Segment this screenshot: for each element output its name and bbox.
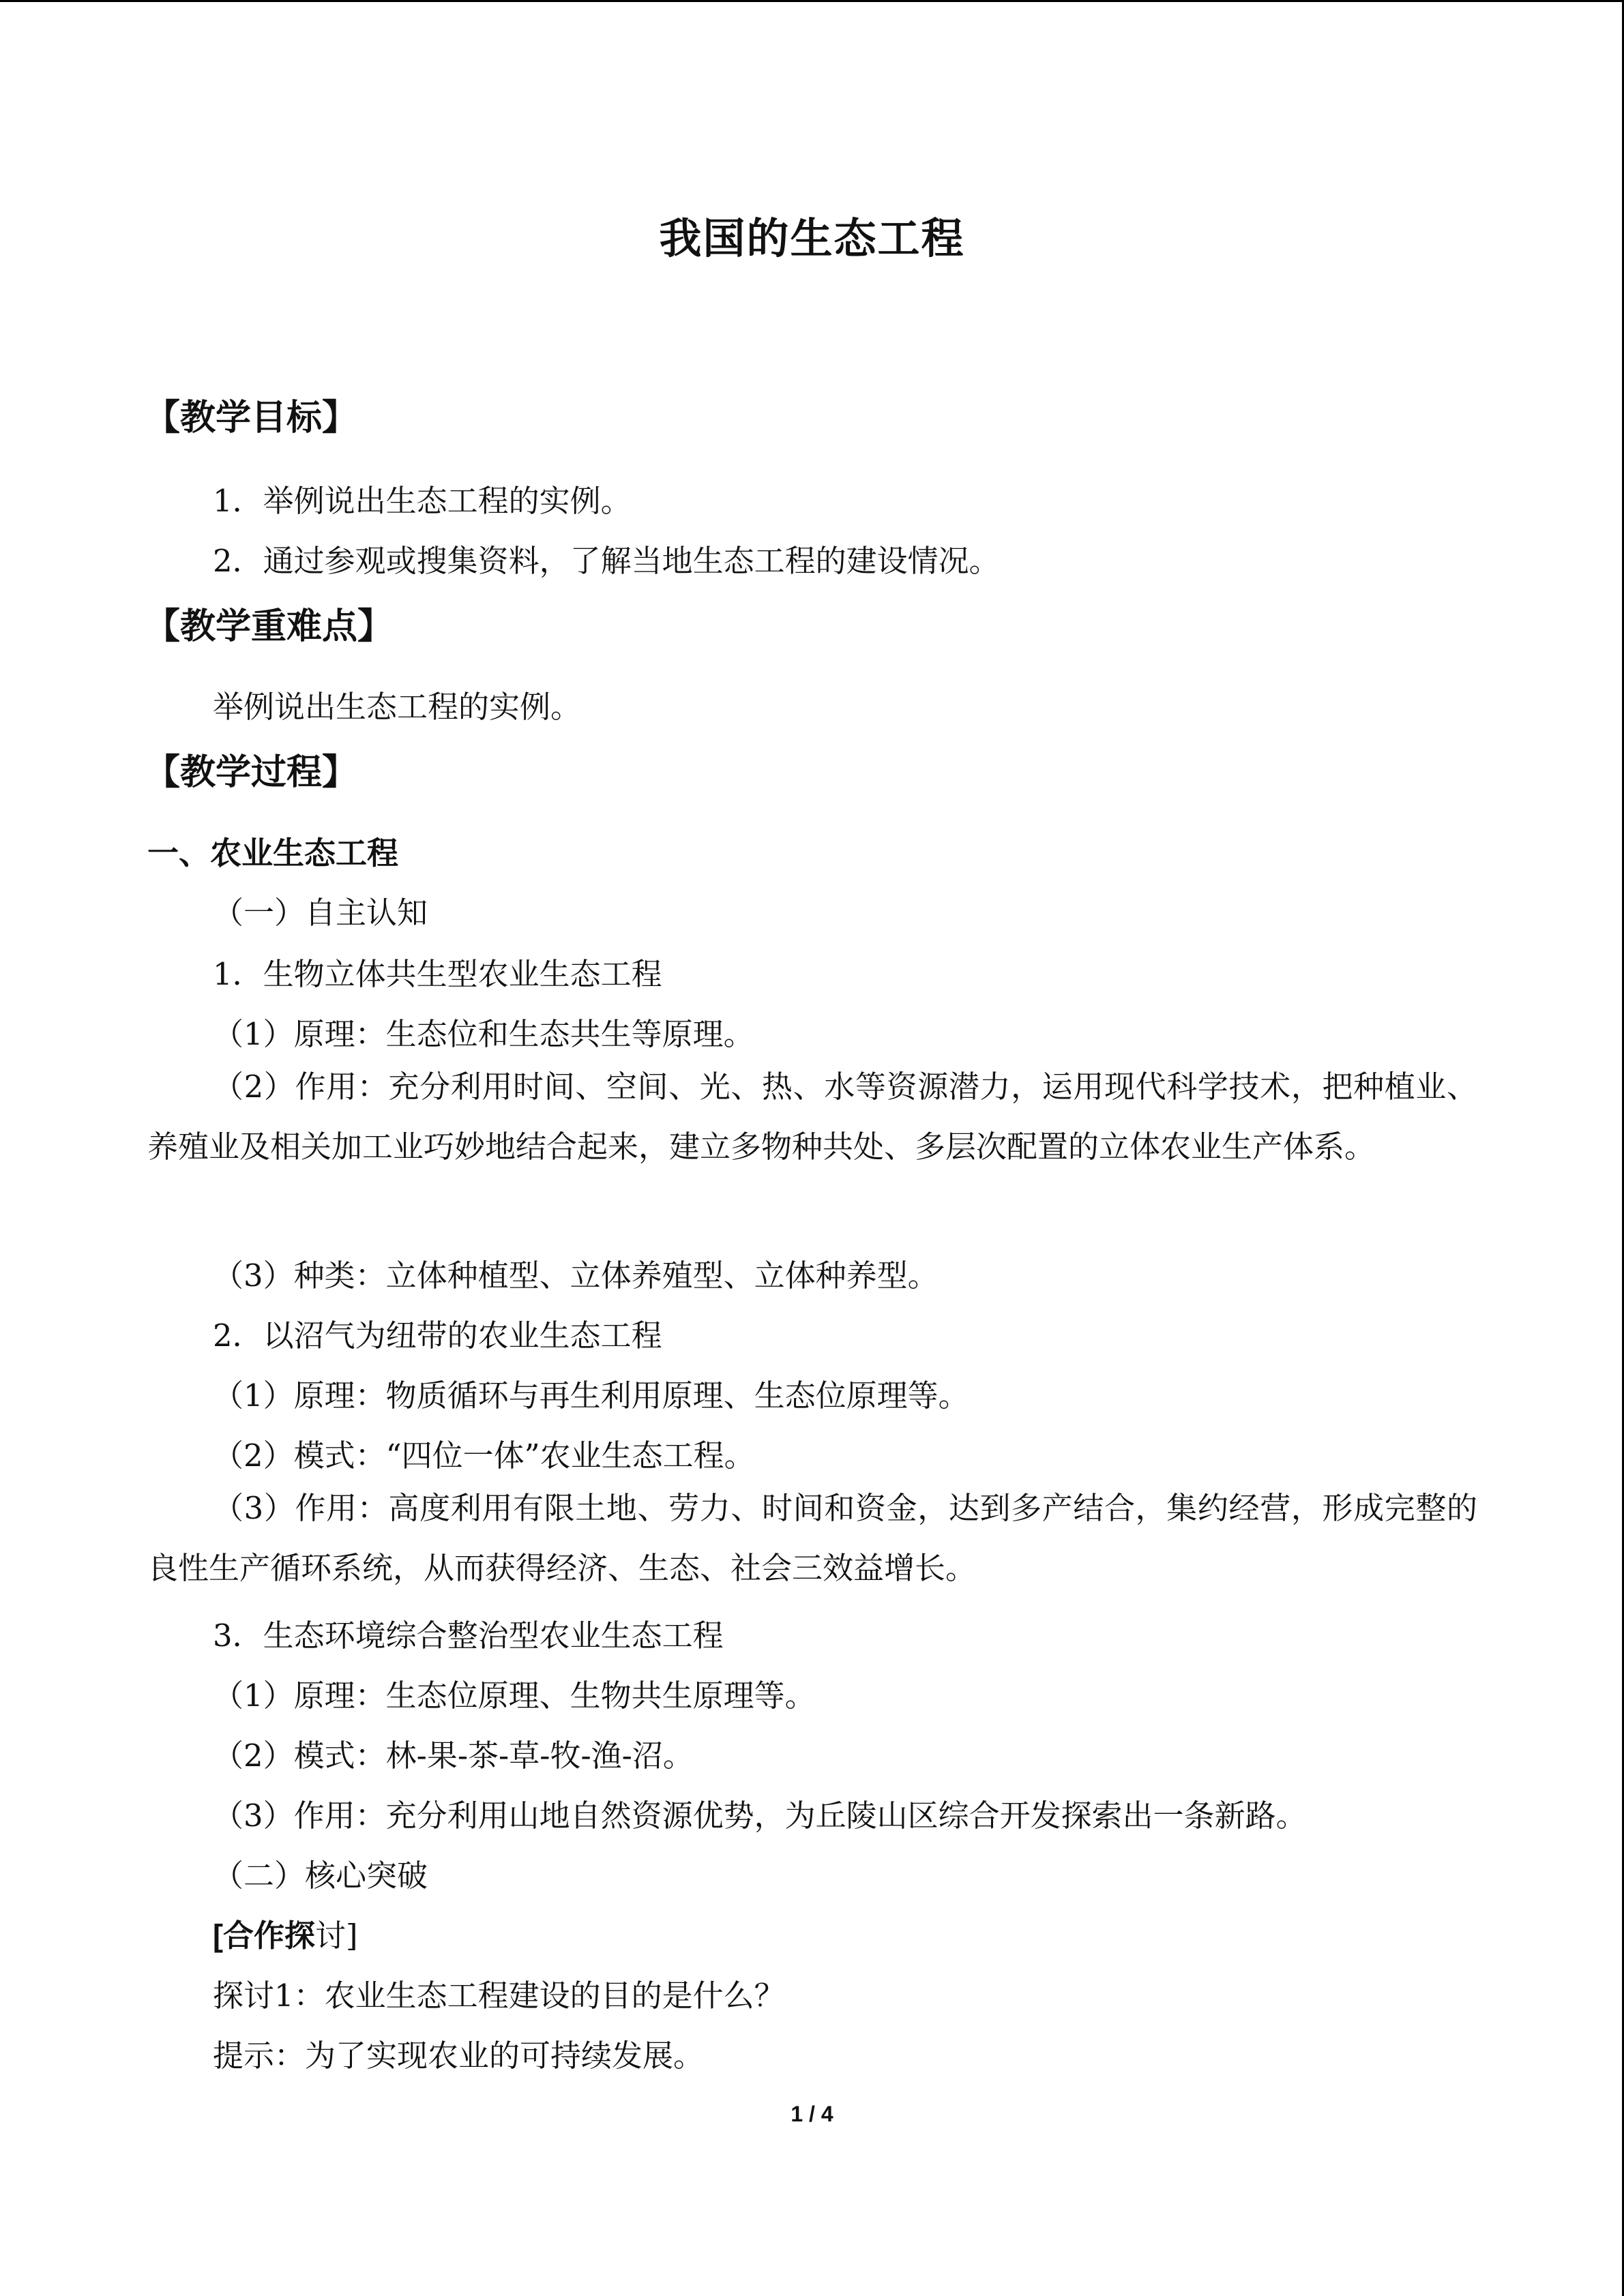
part1-heading: 一、农业生态工程 [147, 835, 398, 871]
item3-title: 3．生态环境综合整治型农业生态工程 [213, 1617, 724, 1654]
page-number: 1 / 4 [791, 2102, 833, 2126]
discussion-label-rest: 讨] [315, 1918, 358, 1954]
item1-types: （3）种类：立体种植型、立体养殖型、立体种养型。 [213, 1257, 939, 1294]
item1-title: 1．生物立体共生型农业生态工程 [213, 956, 662, 992]
item3-function: （3）作用：充分利用山地自然资源优势，为丘陵山区综合开发探索出一条新路。 [213, 1798, 1307, 1834]
item1-principle: （1）原理：生态位和生态共生等原理。 [213, 1016, 754, 1052]
item3-principle: （1）原理：生态位原理、生物共生原理等。 [213, 1678, 816, 1714]
process-heading: 【教学过程】 [145, 752, 358, 793]
page-top-border [0, 0, 1624, 2]
item2-mode: （2）模式：“四位一体”农业生态工程。 [213, 1437, 755, 1474]
item3-mode: （2）模式：林-果-茶-草-牧-渔-沼。 [213, 1738, 694, 1774]
key-points-heading: 【教学重难点】 [145, 606, 394, 647]
item2-principle: （1）原理：物质循环与再生利用原理、生态位原理等。 [213, 1377, 969, 1414]
self-study-label: （一）自主认知 [213, 895, 428, 931]
document-title: 我国的生态工程 [659, 213, 965, 263]
core-breakthrough-label: （二）核心突破 [213, 1858, 428, 1894]
key-points-text: 举例说出生态工程的实例。 [213, 689, 582, 725]
objective-1: 1．举例说出生态工程的实例。 [213, 483, 632, 519]
objective-2: 2．通过参观或搜集资料，了解当地生态工程的建设情况。 [213, 543, 1000, 579]
item1-function: （2）作用：充分利用时间、空间、光、热、水等资源潜力，运用现代科学技术，把种植业、养殖业及相关加工业巧妙地结合起来，建立多物种共处、多层次配置的立体农业生产体系。 [147, 1069, 1477, 1165]
discussion-label [213, 1911, 358, 1955]
question-1: 探讨1：农业生态工程建设的目的是什么？ [213, 1978, 785, 2014]
discussion-label-bold: [合作探 [213, 1918, 315, 1953]
objectives-heading: 【教学目标】 [145, 398, 358, 438]
item2-title: 2．以沼气为纽带的农业生态工程 [213, 1317, 662, 1354]
hint-1: 提示：为了实现农业的可持续发展。 [213, 2038, 705, 2074]
item2-function: （3）作用：高度利用有限土地、劳力、时间和资金，达到多产结合，集约经营，形成完整的良性生产循环系统，从而获得经济、生态、社会三效益增长。 [147, 1490, 1477, 1586]
